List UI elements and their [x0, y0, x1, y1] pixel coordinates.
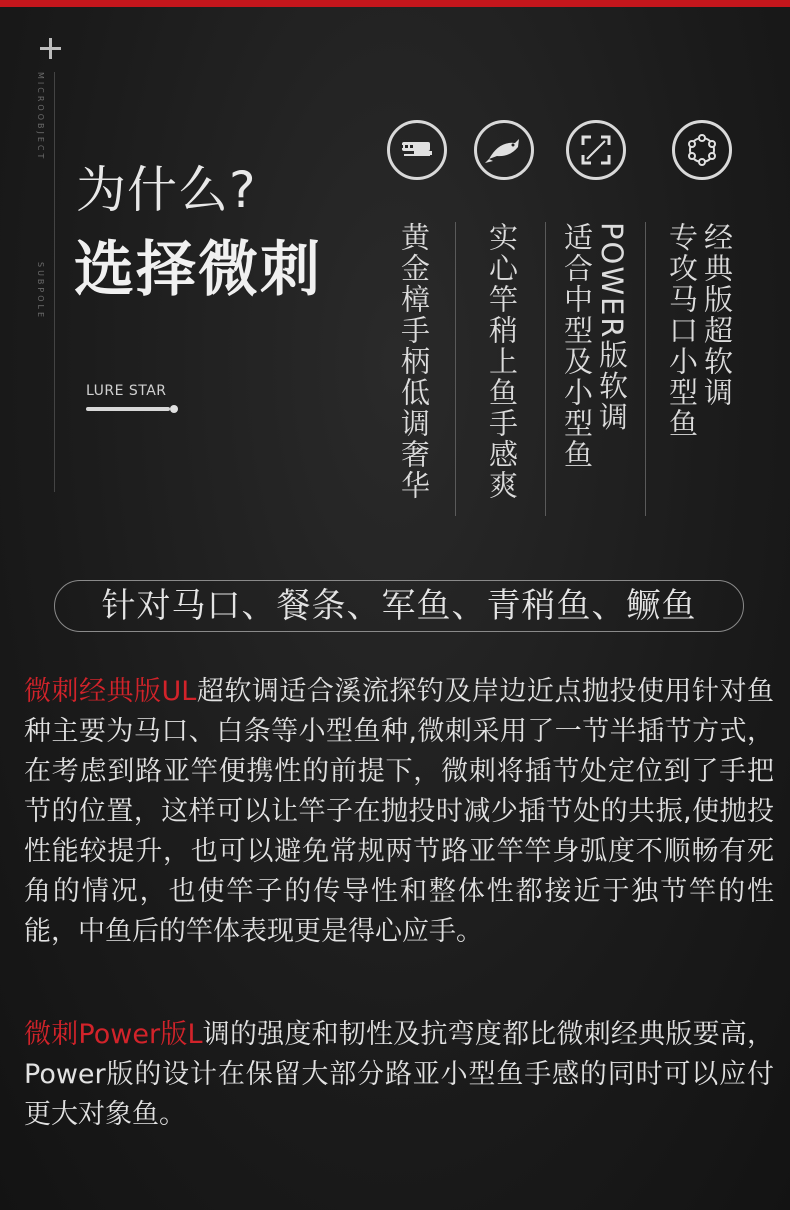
column-divider — [545, 222, 546, 516]
fish-icon — [474, 120, 534, 180]
brand-underline — [86, 407, 170, 411]
feature-target: 专攻马口小型鱼 — [665, 222, 699, 439]
column-divider — [645, 222, 646, 516]
column-divider — [455, 222, 456, 516]
feature-classic-version: 经典版超软调 — [700, 222, 734, 408]
brand-label: LURE STAR — [86, 383, 167, 399]
body-power: 调的强度和韧性及抗弯度都比微刺经典版要高，Power版的设计在保留大部分路亚小型鱼手感的同时可以应付更大对象鱼。 — [24, 1019, 774, 1130]
top-accent-bar — [0, 0, 790, 7]
brand-dot — [170, 405, 178, 413]
side-label-bottom: SUBPOLE — [36, 262, 45, 321]
feature-handle: 黄金樟手柄低调奢华 — [397, 222, 431, 501]
feature-size: 适合中型及小型鱼 — [560, 222, 594, 470]
side-divider — [54, 72, 55, 492]
title-main: 选择微刺 — [74, 235, 322, 305]
feature-power-version: POWER版软调 — [595, 222, 629, 433]
plus-icon — [38, 36, 62, 60]
title-question: 为什么? — [76, 161, 257, 219]
description-classic — [24, 672, 774, 952]
handle-icon — [387, 120, 447, 180]
expand-icon — [566, 120, 626, 180]
target-species-banner: 针对马口、餐条、军鱼、青稍鱼、鳜鱼 — [54, 580, 744, 632]
feature-tip: 实心竿稍上鱼手感爽 — [485, 222, 519, 501]
side-label-top: MICROOBJECT — [36, 72, 45, 162]
description-power — [24, 1015, 774, 1135]
highlight-classic: 微刺经典版UL — [24, 676, 197, 707]
highlight-power: 微刺Power版L — [24, 1019, 203, 1050]
body-classic: 超软调适合溪流探钓及岸边近点抛投使用针对鱼种主要为马口、白条等小型鱼种,微刺采用了一节半插节方式，在考虑到路亚竿便携性的前提下，微刺将插节处定位到了手把节的位置，这样可以让竿子在抛投时减少插节处的共振,使抛投性能较提升，也可以避免常规两节路亚竿竿身弧度不顺畅有死角的情况，也使竿子的传导性和整体性都接近于独节竿的性能，中鱼后的竿体表现更是得心应手。 — [24, 676, 774, 947]
ring-icon — [672, 120, 732, 180]
